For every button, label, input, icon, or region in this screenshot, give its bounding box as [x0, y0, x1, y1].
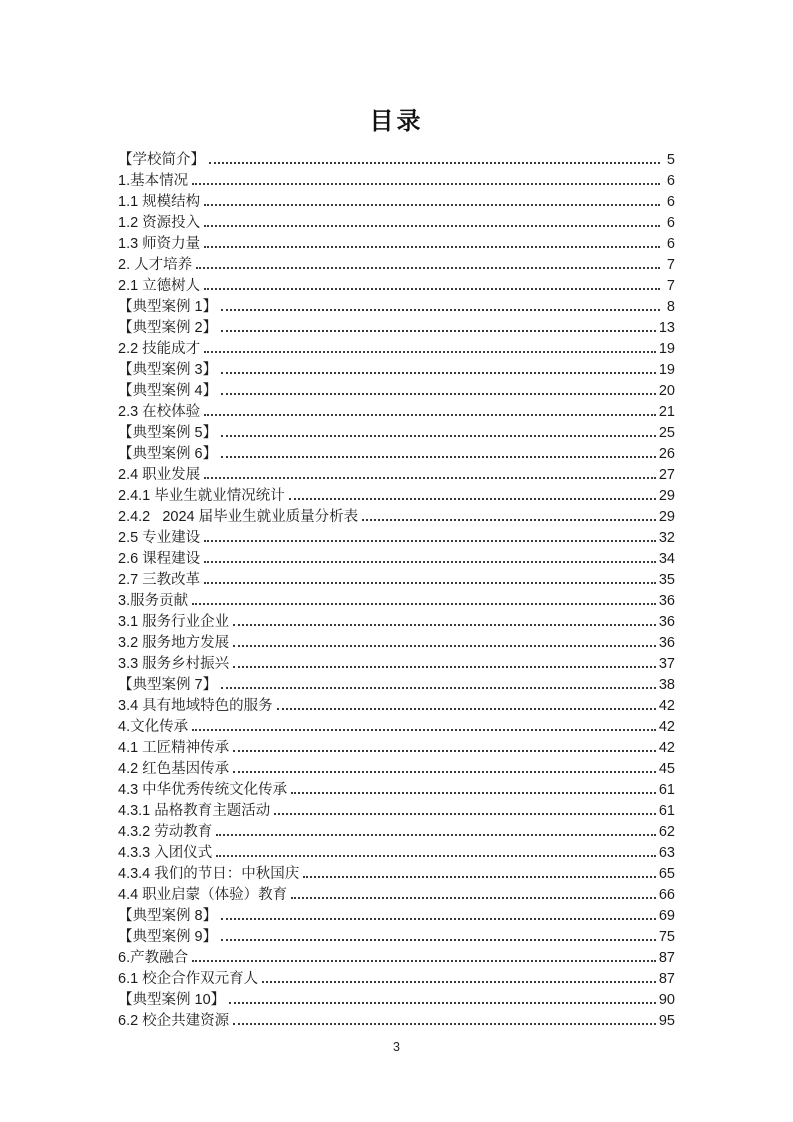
toc-entry-label: 3.2 服务地方发展 [118, 635, 230, 651]
dot-leader [221, 330, 656, 332]
toc-entry-page-number: 42 [658, 740, 675, 756]
toc-entry-page-number: 65 [658, 866, 675, 882]
toc-entry[interactable] [118, 759, 675, 780]
toc-entry-page-number: 26 [658, 446, 675, 462]
toc-list [118, 150, 675, 1032]
toc-entry-page-number: 36 [658, 593, 675, 609]
toc-entry-label: 【典型案例 7】 [118, 677, 218, 693]
toc-entry-label: 2.5 专业建设 [118, 530, 201, 546]
toc-entry[interactable] [118, 234, 675, 255]
toc-entry-page-number: 87 [658, 950, 675, 966]
toc-entry-label: 4.1 工匠精神传承 [118, 740, 230, 756]
toc-entry[interactable] [118, 822, 675, 843]
toc-entry-page-number: 29 [658, 488, 675, 504]
toc-entry[interactable] [118, 906, 675, 927]
toc-entry-page-number: 7 [666, 257, 675, 273]
toc-entry-label: 【典型案例 8】 [118, 908, 218, 924]
toc-entry-label: 【典型案例 9】 [118, 929, 218, 945]
toc-entry-page-number: 42 [658, 698, 675, 714]
toc-entry-label: 1.2 资源投入 [118, 215, 201, 231]
toc-entry-label: 6.2 校企共建资源 [118, 1013, 230, 1029]
toc-entry-page-number: 35 [658, 572, 675, 588]
toc-entry[interactable] [118, 486, 675, 507]
toc-entry-label: 4.4 职业启蒙（体验）教育 [118, 887, 288, 903]
dot-leader [233, 750, 656, 752]
toc-entry[interactable] [118, 864, 675, 885]
toc-entry-page-number: 6 [666, 236, 675, 252]
dot-leader [233, 771, 656, 773]
toc-entry[interactable] [118, 360, 675, 381]
toc-entry-page-number: 61 [658, 803, 675, 819]
dot-leader [204, 225, 660, 227]
toc-entry-page-number: 6 [666, 173, 675, 189]
toc-entry-page-number: 61 [658, 782, 675, 798]
toc-entry[interactable] [118, 192, 675, 213]
toc-entry-page-number: 29 [658, 509, 675, 525]
dot-leader [209, 162, 660, 164]
dot-leader [362, 519, 656, 521]
toc-entry-label: 1.基本情况 [118, 173, 189, 189]
dot-leader [192, 603, 656, 605]
toc-entry[interactable] [118, 549, 675, 570]
toc-entry-label: 3.服务贡献 [118, 593, 189, 609]
toc-entry-label: 2.6 课程建设 [118, 551, 201, 567]
toc-entry-label: 2.2 技能成才 [118, 341, 201, 357]
dot-leader [192, 183, 660, 185]
toc-entry-page-number: 38 [658, 677, 675, 693]
toc-entry-page-number: 75 [658, 929, 675, 945]
toc-entry-label: 【典型案例 6】 [118, 446, 218, 462]
toc-entry[interactable] [118, 150, 675, 171]
dot-leader [262, 981, 656, 983]
dot-leader [204, 288, 660, 290]
toc-entry-page-number: 95 [658, 1013, 675, 1029]
toc-entry-page-number: 7 [666, 278, 675, 294]
toc-entry-page-number: 25 [658, 425, 675, 441]
toc-entry[interactable] [118, 969, 675, 990]
toc-entry[interactable] [118, 444, 675, 465]
dot-leader [277, 708, 656, 710]
toc-entry-page-number: 19 [658, 362, 675, 378]
toc-entry-label: 4.文化传承 [118, 719, 189, 735]
toc-entry-label: 1.3 师资力量 [118, 236, 201, 252]
dot-leader [274, 813, 656, 815]
toc-entry[interactable] [118, 717, 675, 738]
dot-leader [291, 897, 656, 899]
toc-entry-label: 【学校简介】 [118, 152, 205, 168]
dot-leader [204, 561, 656, 563]
dot-leader [204, 582, 656, 584]
toc-entry-page-number: 37 [658, 656, 675, 672]
toc-entry-label: 【典型案例 10】 [118, 992, 226, 1008]
toc-entry[interactable] [118, 675, 675, 696]
toc-entry-page-number: 5 [666, 152, 675, 168]
toc-entry-page-number: 13 [658, 320, 675, 336]
toc-entry[interactable] [118, 213, 675, 234]
toc-entry[interactable] [118, 843, 675, 864]
toc-entry[interactable] [118, 696, 675, 717]
toc-entry-label: 2.4.2 2024 届毕业生就业质量分析表 [118, 509, 359, 525]
dot-leader [221, 918, 656, 920]
toc-entry-page-number: 69 [658, 908, 675, 924]
toc-entry-page-number: 34 [658, 551, 675, 567]
toc-entry-page-number: 36 [658, 635, 675, 651]
dot-leader [204, 204, 660, 206]
toc-entry[interactable] [118, 633, 675, 654]
toc-entry-label: 【典型案例 1】 [118, 299, 218, 315]
toc-entry[interactable] [118, 339, 675, 360]
toc-entry-label: 2.4 职业发展 [118, 467, 201, 483]
dot-leader [216, 834, 656, 836]
toc-entry-page-number: 66 [658, 887, 675, 903]
toc-entry[interactable] [118, 612, 675, 633]
toc-entry-page-number: 8 [666, 299, 675, 315]
dot-leader [204, 246, 660, 248]
toc-entry-label: 2.7 三教改革 [118, 572, 201, 588]
toc-entry[interactable] [118, 318, 675, 339]
dot-leader [221, 687, 656, 689]
toc-entry-page-number: 90 [658, 992, 675, 1008]
toc-entry[interactable] [118, 927, 675, 948]
toc-entry-label: 1.1 规模结构 [118, 194, 201, 210]
toc-entry[interactable] [118, 171, 675, 192]
toc-entry[interactable] [118, 948, 675, 969]
toc-entry-label: 3.1 服务行业企业 [118, 614, 230, 630]
dot-leader [233, 645, 656, 647]
toc-entry-label: 2.1 立德树人 [118, 278, 201, 294]
toc-entry-page-number: 27 [658, 467, 675, 483]
toc-entry[interactable] [118, 570, 675, 591]
toc-entry[interactable] [118, 591, 675, 612]
toc-entry-label: 4.2 红色基因传承 [118, 761, 230, 777]
toc-entry-page-number: 45 [658, 761, 675, 777]
dot-leader [221, 939, 656, 941]
dot-leader [221, 435, 656, 437]
toc-entry[interactable] [118, 276, 675, 297]
toc-entry-label: 4.3.3 入团仪式 [118, 845, 213, 861]
toc-entry[interactable] [118, 423, 675, 444]
dot-leader [221, 456, 656, 458]
dot-leader [204, 477, 656, 479]
toc-entry-page-number: 6 [666, 194, 675, 210]
toc-entry-page-number: 20 [658, 383, 675, 399]
dot-leader [233, 1023, 656, 1025]
page-title: 目录 [369, 108, 424, 135]
dot-leader [233, 624, 656, 626]
toc-entry[interactable] [118, 528, 675, 549]
dot-leader [204, 540, 656, 542]
toc-entry-page-number: 62 [658, 824, 675, 840]
dot-leader [291, 792, 656, 794]
toc-entry-label: 2. 人才培养 [118, 257, 193, 273]
toc-entry[interactable] [118, 654, 675, 675]
dot-leader [216, 855, 656, 857]
toc-entry-label: 2.4.1 毕业生就业情况统计 [118, 488, 285, 504]
dot-leader [196, 267, 660, 269]
toc-entry[interactable] [118, 465, 675, 486]
toc-entry-page-number: 6 [666, 215, 675, 231]
dot-leader [192, 729, 656, 731]
toc-entry-label: 【典型案例 5】 [118, 425, 218, 441]
toc-entry-label: 【典型案例 3】 [118, 362, 218, 378]
toc-entry-label: 4.3 中华优秀传统文化传承 [118, 782, 288, 798]
dot-leader [192, 960, 656, 962]
dot-leader [229, 1002, 656, 1004]
toc-entry[interactable] [118, 801, 675, 822]
toc-entry[interactable] [118, 507, 675, 528]
toc-entry[interactable] [118, 1011, 675, 1032]
toc-entry-label: 4.3.1 品格教育主题活动 [118, 803, 271, 819]
toc-entry[interactable] [118, 738, 675, 759]
dot-leader [289, 498, 656, 500]
toc-entry-label: 3.4 具有地域特色的服务 [118, 698, 273, 714]
toc-entry-page-number: 87 [658, 971, 675, 987]
toc-entry[interactable] [118, 402, 675, 423]
dot-leader [204, 351, 656, 353]
toc-entry-page-number: 19 [658, 341, 675, 357]
toc-entry[interactable] [118, 297, 675, 318]
toc-entry-label: 【典型案例 2】 [118, 320, 218, 336]
toc-entry[interactable] [118, 255, 675, 276]
toc-entry-label: 3.3 服务乡村振兴 [118, 656, 230, 672]
dot-leader [221, 372, 656, 374]
toc-entry-page-number: 63 [658, 845, 675, 861]
dot-leader [221, 309, 660, 311]
toc-entry[interactable] [118, 780, 675, 801]
toc-entry-page-number: 21 [658, 404, 675, 420]
toc-entry-page-number: 42 [658, 719, 675, 735]
toc-entry-label: 6.1 校企合作双元育人 [118, 971, 259, 987]
toc-entry-page-number: 32 [658, 530, 675, 546]
dot-leader [303, 876, 656, 878]
dot-leader [204, 414, 656, 416]
toc-entry-page-number: 36 [658, 614, 675, 630]
toc-entry-label: 6.产教融合 [118, 950, 189, 966]
footer-page-number: 3 [393, 1040, 400, 1054]
dot-leader [221, 393, 656, 395]
toc-entry-label: 4.3.2 劳动教育 [118, 824, 213, 840]
dot-leader [233, 666, 656, 668]
toc-entry[interactable] [118, 885, 675, 906]
toc-entry-label: 4.3.4 我们的节日：中秋国庆 [118, 866, 300, 882]
toc-entry[interactable] [118, 990, 675, 1011]
toc-entry-label: 2.3 在校体验 [118, 404, 201, 420]
toc-entry-label: 【典型案例 4】 [118, 383, 218, 399]
toc-entry[interactable] [118, 381, 675, 402]
